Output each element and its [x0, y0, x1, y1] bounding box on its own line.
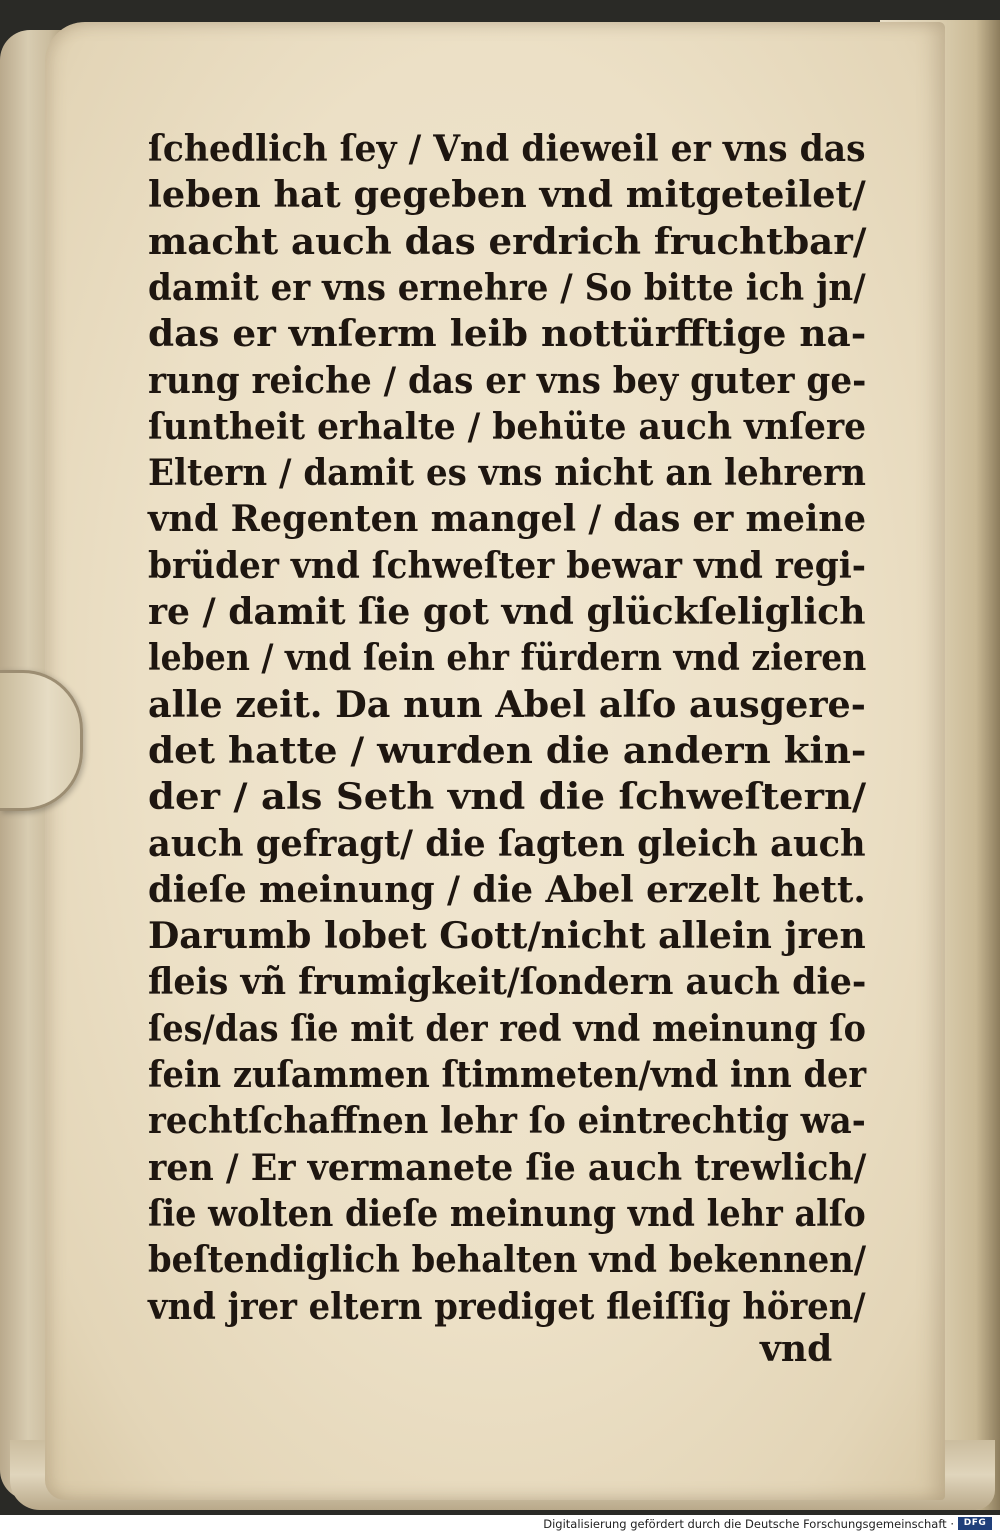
dfg-logo: DFG	[958, 1517, 992, 1530]
text-line: beſtendiglich behalten vnd bekennen/	[148, 1239, 867, 1282]
text-line: macht auch das erdrich fruchtbar/	[148, 220, 867, 263]
text-line: leben / vnd ſein ehr fürdern vnd zieren	[148, 637, 867, 680]
text-line: fein zuſammen ſtimmeten/vnd inn der	[148, 1054, 867, 1096]
text-line: das er vnſerm leib nottürfftige na-	[148, 313, 867, 356]
footer-credit: Digitalisierung gefördert durch die Deutsche Forschungsgemeinschaft ·	[543, 1517, 954, 1531]
text-line: brüder vnd ſchweſter bewar vnd regi-	[148, 544, 867, 587]
text-line: ſchedlich ſey / Vnd dieweil er vns das	[148, 128, 866, 170]
text-line: alle zeit. Da nun Abel alſo ausgere-	[148, 683, 866, 726]
text-line: ren / Er vermanete ſie auch trewlich/	[148, 1146, 867, 1189]
text-line: ſie wolten dieſe meinung vnd lehr alſo	[148, 1192, 866, 1235]
text-line: auch gefragt/ die ſagten gleich auch	[148, 822, 866, 865]
text-line: leben hat gegeben vnd mitgeteilet/	[148, 174, 866, 217]
text-line: rechtſchaffnen lehr ſo eintrechtig wa-	[148, 1100, 866, 1143]
text-line: det hatte / wurden die andern kin-	[148, 729, 867, 772]
text-line: der / als Seth vnd die ſchweſtern/	[148, 776, 867, 819]
text-line: ſes/das ſie mit der red vnd meinung ſo	[148, 1007, 866, 1050]
text-line: fleis vñ frumigkeit/ſondern auch die-	[148, 961, 867, 1004]
text-line: re / damit ſie got vnd glückſeliglich	[148, 591, 866, 633]
text-line: vnd jrer eltern prediget fleiſſig hören/	[148, 1285, 866, 1328]
text-line: ſuntheit erhalte / behüte auch vnſere	[148, 405, 867, 448]
text-line: Darumb lobet Gott/nicht allein jren	[148, 915, 866, 958]
text-line: damit er vns ernehre / So bitte ich jn/	[148, 266, 866, 309]
text-line: vnd Regenten mangel / das er meine	[148, 498, 867, 541]
text-line: rung reiche / das er vns bey guter ge-	[148, 359, 867, 402]
text-line: Eltern / damit es vns nicht an lehrern	[148, 452, 866, 495]
catchword: vnd	[760, 1328, 833, 1370]
text-line: dieſe meinung / die Abel erzelt hett.	[148, 868, 866, 911]
